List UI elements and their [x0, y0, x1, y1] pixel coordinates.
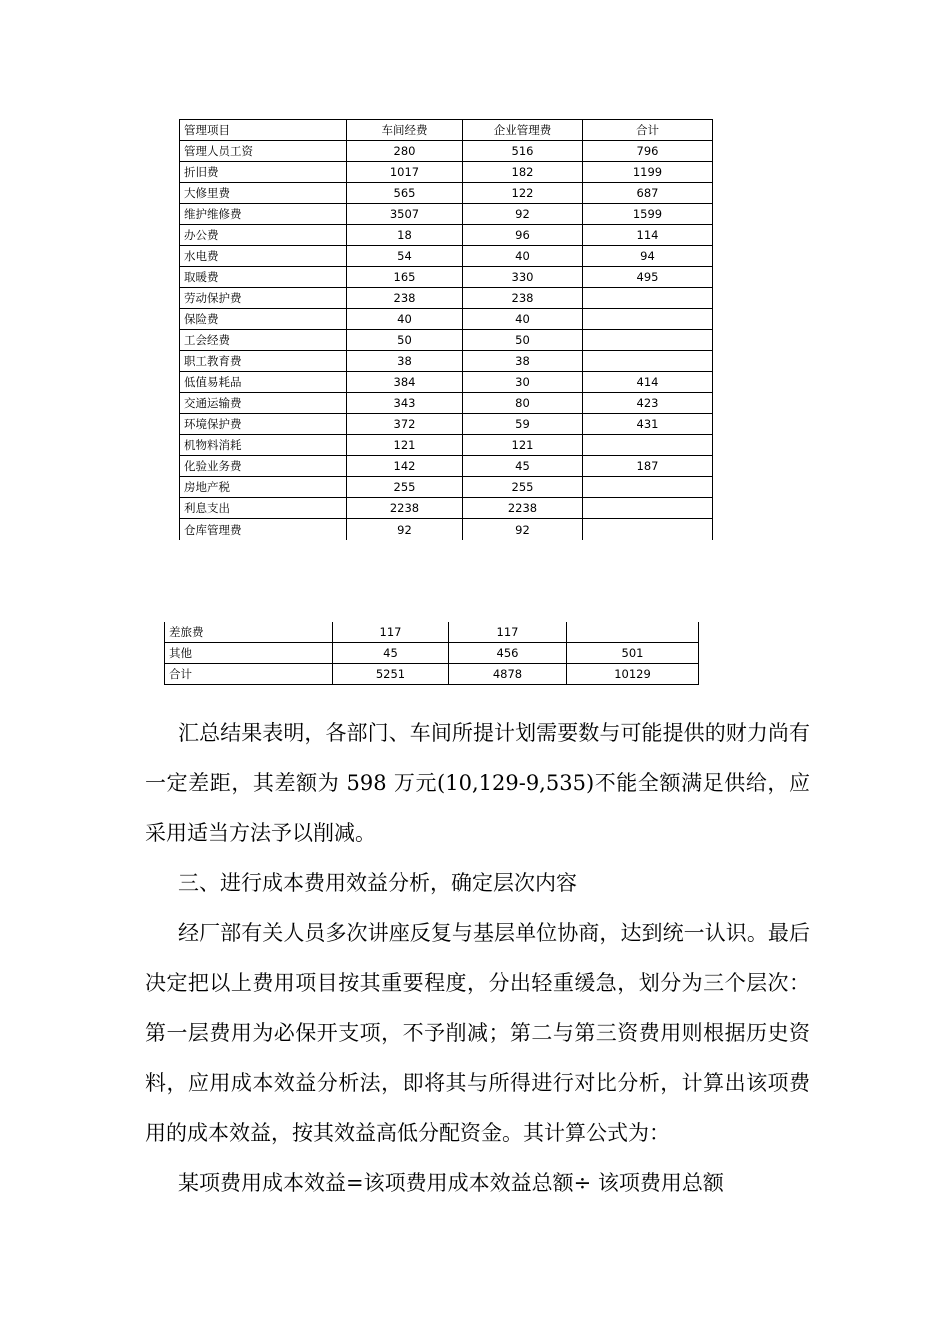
cell-enterprise: 516	[463, 141, 583, 162]
cell-enterprise: 30	[463, 372, 583, 393]
row-label: 工会经费	[180, 330, 347, 351]
row-label: 仓库管理费	[180, 519, 347, 541]
cell-workshop: 384	[347, 372, 463, 393]
cell-total: 796	[583, 141, 713, 162]
row-label: 环境保护费	[180, 414, 347, 435]
cell-total: 1199	[583, 162, 713, 183]
cell-total	[583, 519, 713, 541]
table-row	[180, 456, 713, 477]
row-label: 利息支出	[180, 498, 347, 519]
table-row	[180, 351, 713, 372]
row-label: 机物料消耗	[180, 435, 347, 456]
table-row	[180, 330, 713, 351]
row-label: 房地产税	[180, 477, 347, 498]
formula-paragraph: 某项费用成本效益=该项费用成本效益总额÷ 该项费用总额	[178, 1171, 724, 1195]
header-cell-item: 管理项目	[180, 120, 347, 141]
cell-workshop: 38	[347, 351, 463, 372]
cell-workshop: 45	[333, 643, 449, 664]
cell-workshop: 1017	[347, 162, 463, 183]
cell-workshop: 54	[347, 246, 463, 267]
row-label: 取暖费	[180, 267, 347, 288]
table-row	[180, 393, 713, 414]
cell-workshop: 5251	[333, 664, 449, 685]
cell-enterprise: 59	[463, 414, 583, 435]
cell-total	[583, 309, 713, 330]
cell-workshop: 121	[347, 435, 463, 456]
section-heading: 三、进行成本费用效益分析，确定层次内容	[178, 871, 577, 895]
cell-workshop: 18	[347, 225, 463, 246]
cell-total: 501	[567, 643, 699, 664]
cell-enterprise: 2238	[463, 498, 583, 519]
row-label: 其他	[165, 643, 333, 664]
cell-total	[583, 435, 713, 456]
cell-total: 414	[583, 372, 713, 393]
header-cell-enterprise: 企业管理费	[463, 120, 583, 141]
row-label: 低值易耗品	[180, 372, 347, 393]
cell-enterprise: 238	[463, 288, 583, 309]
table-header-row	[180, 120, 713, 141]
cell-total	[567, 622, 699, 643]
header-cell-workshop: 车间经费	[347, 120, 463, 141]
cell-enterprise: 45	[463, 456, 583, 477]
cell-enterprise: 121	[463, 435, 583, 456]
cell-workshop: 2238	[347, 498, 463, 519]
body-paragraph: 经厂部有关人员多次讲座反复与基层单位协商，达到统一认识。最后决定把以上费用项目按其重要程度，分出轻重缓急，划分为三个层次：第一层费用为必保开支项，不予削减；第二与第三资费用则根据历史资料，应用成本效益分析法，即将其与所得进行对比分析，计算出该项费用的成本效益，按其效益高低分配资金。其计算公式为：	[145, 921, 810, 1145]
cell-enterprise: 330	[463, 267, 583, 288]
row-label: 办公费	[180, 225, 347, 246]
expense-table-part2	[164, 622, 699, 685]
row-label: 大修里费	[180, 183, 347, 204]
cell-total: 10129	[567, 664, 699, 685]
table-row	[180, 372, 713, 393]
cell-total: 687	[583, 183, 713, 204]
cell-enterprise: 456	[449, 643, 567, 664]
cell-workshop: 50	[347, 330, 463, 351]
cell-total: 94	[583, 246, 713, 267]
table-row	[165, 622, 699, 643]
header-cell-total: 合计	[583, 120, 713, 141]
cell-workshop: 238	[347, 288, 463, 309]
row-label: 水电费	[180, 246, 347, 267]
cell-workshop: 165	[347, 267, 463, 288]
summary-paragraph: 汇总结果表明，各部门、车间所提计划需要数与可能提供的财力尚有一定差距，其差额为 598 万元(10,129-9,535)不能全额满足供给，应采用适当方法予以削减。	[145, 721, 810, 845]
cell-total: 1599	[583, 204, 713, 225]
expense-table-part1	[179, 119, 713, 540]
cell-workshop: 343	[347, 393, 463, 414]
cell-enterprise: 255	[463, 477, 583, 498]
cell-workshop: 40	[347, 309, 463, 330]
cell-workshop: 117	[333, 622, 449, 643]
cell-enterprise: 92	[463, 519, 583, 541]
row-label: 劳动保护费	[180, 288, 347, 309]
cell-total: 431	[583, 414, 713, 435]
cell-total	[583, 351, 713, 372]
table-row	[180, 183, 713, 204]
row-label: 差旅费	[165, 622, 333, 643]
row-label: 化验业务费	[180, 456, 347, 477]
cell-total	[583, 477, 713, 498]
cell-total: 423	[583, 393, 713, 414]
table-row	[180, 246, 713, 267]
table-row	[180, 498, 713, 519]
cell-workshop: 255	[347, 477, 463, 498]
cell-total	[583, 330, 713, 351]
table-row	[180, 309, 713, 330]
table-row	[180, 267, 713, 288]
table-row	[180, 435, 713, 456]
cell-workshop: 280	[347, 141, 463, 162]
table-row	[165, 643, 699, 664]
cell-workshop: 3507	[347, 204, 463, 225]
table-row	[180, 288, 713, 309]
cell-enterprise: 50	[463, 330, 583, 351]
cell-total	[583, 498, 713, 519]
cell-enterprise: 96	[463, 225, 583, 246]
table-total-row	[165, 664, 699, 685]
cell-workshop: 142	[347, 456, 463, 477]
cell-workshop: 372	[347, 414, 463, 435]
row-label: 折旧费	[180, 162, 347, 183]
cell-enterprise: 38	[463, 351, 583, 372]
cell-total	[583, 288, 713, 309]
cell-enterprise: 92	[463, 204, 583, 225]
table-row	[180, 477, 713, 498]
cell-total: 187	[583, 456, 713, 477]
cell-enterprise: 182	[463, 162, 583, 183]
cell-workshop: 92	[347, 519, 463, 541]
row-label: 交通运输费	[180, 393, 347, 414]
cell-enterprise: 4878	[449, 664, 567, 685]
cell-total: 114	[583, 225, 713, 246]
cell-enterprise: 40	[463, 309, 583, 330]
table-row	[180, 519, 713, 541]
table-row	[180, 141, 713, 162]
cell-workshop: 565	[347, 183, 463, 204]
cell-enterprise: 122	[463, 183, 583, 204]
cell-total: 495	[583, 267, 713, 288]
table-row	[180, 414, 713, 435]
row-label: 维护维修费	[180, 204, 347, 225]
row-label: 保险费	[180, 309, 347, 330]
row-label: 管理人员工资	[180, 141, 347, 162]
row-label: 职工教育费	[180, 351, 347, 372]
table-row	[180, 204, 713, 225]
cell-enterprise: 117	[449, 622, 567, 643]
cell-enterprise: 80	[463, 393, 583, 414]
row-label: 合计	[165, 664, 333, 685]
table-row	[180, 225, 713, 246]
table-row	[180, 162, 713, 183]
cell-enterprise: 40	[463, 246, 583, 267]
